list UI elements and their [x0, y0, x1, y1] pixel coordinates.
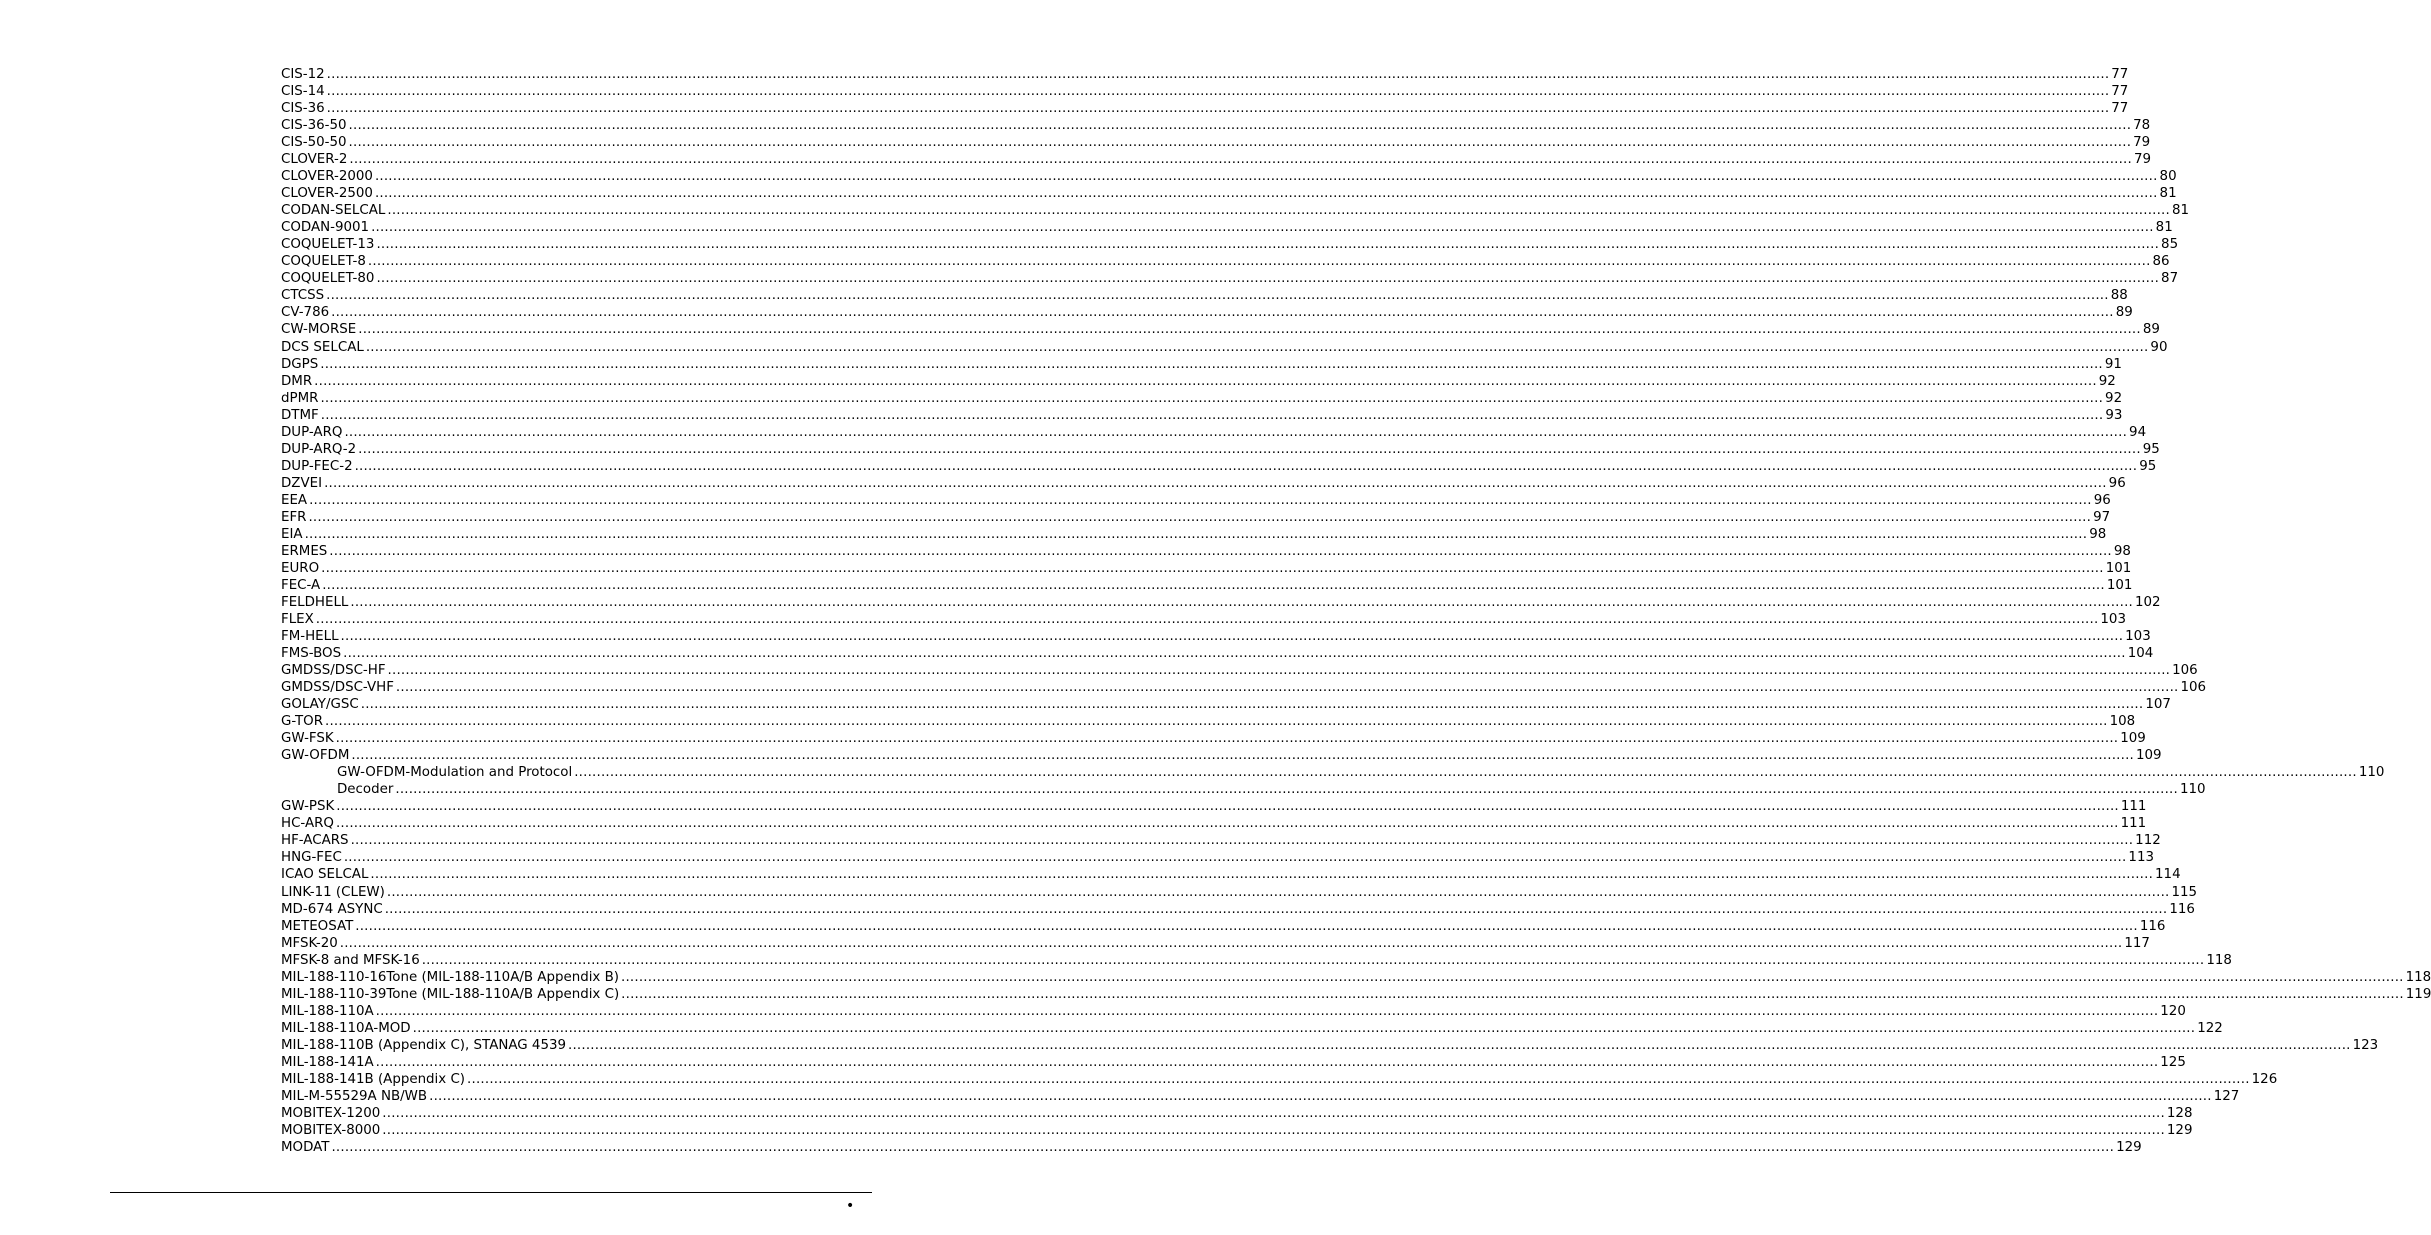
toc-entry-page: 104 — [2127, 646, 2154, 662]
toc-entry[interactable] — [281, 628, 2151, 645]
toc-entry-page: 108 — [2109, 714, 2136, 730]
toc-entry-label: EEA — [281, 492, 308, 508]
toc-entry-page: 86 — [2152, 254, 2170, 270]
toc-entry-label: MD-674 ASYNC — [281, 901, 383, 917]
toc-entry-label: COQUELET-80 — [281, 271, 375, 287]
toc-leader-dots: ................................................................................................................................................................................................................................................................................................................................................................................................................ — [467, 1071, 2250, 1087]
footer-divider — [110, 1192, 872, 1193]
toc-entry[interactable] — [281, 679, 2207, 696]
toc-entry-label: MOBITEX-8000 — [281, 1122, 381, 1138]
toc-entry-label: DMR — [281, 373, 313, 389]
toc-entry-page: 115 — [2171, 884, 2198, 900]
toc-entry-page: 93 — [2105, 407, 2123, 423]
toc-entry-label: CLOVER-2500 — [281, 186, 373, 202]
toc-entry[interactable] — [281, 577, 2133, 594]
toc-entry-label: GW-OFDM-Modulation and Protocol — [337, 765, 573, 781]
toc-entry-label: FLEX — [281, 612, 314, 627]
toc-entry-label: CLOVER-2000 — [281, 169, 373, 185]
toc-leader-dots: ................................................................................................................................................................................................................................................................................................................................................................................................................ — [348, 135, 2132, 151]
toc-leader-dots: ................................................................................................................................................................................................................................................................................................................................................................................................................ — [320, 356, 2103, 372]
toc-leader-dots: ................................................................................................................................................................................................................................................................................................................................................................................................................ — [350, 833, 2134, 849]
toc-entry[interactable] — [281, 884, 2198, 901]
toc-leader-dots: ................................................................................................................................................................................................................................................................................................................................................................................................................ — [351, 748, 2134, 764]
toc-entry[interactable] — [281, 594, 2161, 611]
toc-entry-label: DCS SELCAL — [281, 339, 364, 355]
toc-entry-page: 81 — [2171, 203, 2190, 219]
toc-entry[interactable] — [281, 935, 2150, 952]
toc-leader-dots: ................................................................................................................................................................................................................................................................................................................................................................................................................ — [375, 1054, 2159, 1070]
toc-leader-dots: ................................................................................................................................................................................................................................................................................................................................................................................................................ — [320, 390, 2104, 406]
toc-entry[interactable] — [281, 1071, 2278, 1088]
toc-leader-dots: ................................................................................................................................................................................................................................................................................................................................................................................................................ — [355, 918, 2138, 934]
toc-entry-page: 78 — [2133, 118, 2151, 134]
toc-entry-label: METEOSAT — [281, 918, 354, 934]
toc-entry-label: EFR — [281, 509, 307, 525]
toc-entry[interactable] — [281, 356, 2122, 373]
toc-entry-page: 112 — [2135, 833, 2161, 849]
toc-entry-page: 127 — [2213, 1088, 2240, 1104]
toc-entry[interactable] — [281, 458, 2157, 475]
toc-entry-page: 81 — [2159, 186, 2177, 202]
toc-entry-label: MOBITEX-1200 — [281, 1105, 381, 1121]
toc-leader-dots: ................................................................................................................................................................................................................................................................................................................................................................................................................ — [395, 782, 2178, 798]
toc-entry-page: 85 — [2161, 237, 2179, 253]
toc-leader-dots: ................................................................................................................................................................................................................................................................................................................................................................................................................ — [376, 271, 2160, 287]
toc-entry-label: CIS-14 — [281, 84, 325, 100]
toc-entry-label: G-TOR — [281, 714, 324, 730]
toc-leader-dots: ................................................................................................................................................................................................................................................................................................................................................................................................................ — [421, 952, 2205, 968]
toc-entry-label: COQUELET-8 — [281, 254, 366, 270]
toc-leader-dots: ................................................................................................................................................................................................................................................................................................................................................................................................................ — [340, 629, 2124, 645]
toc-entry[interactable] — [281, 83, 2129, 100]
toc-entry-label: DTMF — [281, 407, 319, 423]
toc-leader-dots: ................................................................................................................................................................................................................................................................................................................................................................................................................ — [382, 1122, 2165, 1138]
toc-entry[interactable] — [281, 1139, 2142, 1156]
toc-entry-page: 110 — [2358, 765, 2385, 781]
toc-leader-dots: ................................................................................................................................................................................................................................................................................................................................................................................................................ — [331, 305, 2114, 321]
toc-leader-dots: ................................................................................................................................................................................................................................................................................................................................................................................................................ — [412, 1020, 2196, 1036]
toc-entry[interactable] — [281, 475, 2126, 492]
toc-leader-dots: ................................................................................................................................................................................................................................................................................................................................................................................................................ — [365, 339, 2149, 355]
toc-leader-dots: ................................................................................................................................................................................................................................................................................................................................................................................................................ — [343, 646, 2126, 662]
toc-entry-label: MFSK-20 — [281, 935, 338, 951]
toc-entry[interactable] — [281, 270, 2179, 287]
toc-entry-label: CODAN-9001 — [281, 220, 370, 236]
toc-entry[interactable] — [281, 1037, 2379, 1054]
toc-entry[interactable] — [281, 390, 2123, 407]
toc-entry-page: 119 — [2405, 986, 2431, 1002]
toc-entry[interactable] — [281, 1054, 2186, 1071]
toc-leader-dots: ................................................................................................................................................................................................................................................................................................................................................................................................................ — [326, 67, 2110, 82]
toc-entry-label: HF-ACARS — [281, 833, 349, 849]
toc-entry-page: 103 — [2100, 612, 2126, 627]
toc-entry[interactable] — [281, 526, 2107, 543]
toc-entry-page: 94 — [2129, 424, 2147, 440]
toc-leader-dots: ................................................................................................................................................................................................................................................................................................................................................................................................................ — [336, 799, 2119, 815]
toc-leader-dots: ................................................................................................................................................................................................................................................................................................................................................................................................................ — [384, 901, 2168, 917]
toc-entry-label: FMS-BOS — [281, 646, 342, 662]
toc-entry[interactable] — [281, 424, 2147, 441]
toc-entry-page: 125 — [2160, 1054, 2186, 1070]
toc-entry-label: CIS-12 — [281, 67, 325, 82]
toc-leader-dots: ................................................................................................................................................................................................................................................................................................................................................................................................................ — [387, 203, 2170, 219]
toc-leader-dots: ................................................................................................................................................................................................................................................................................................................................................................................................................ — [339, 935, 2123, 951]
toc-leader-dots: ................................................................................................................................................................................................................................................................................................................................................................................................................ — [387, 663, 2171, 679]
toc-entry-label: DUP-ARQ — [281, 424, 343, 440]
toc-entry-page: 90 — [2150, 339, 2168, 355]
toc-entry-page: 110 — [2179, 782, 2206, 798]
toc-leader-dots: ................................................................................................................................................................................................................................................................................................................................................................................................................ — [370, 867, 2154, 883]
toc-entry-label: ICAO SELCAL — [281, 867, 369, 883]
toc-leader-dots: ................................................................................................................................................................................................................................................................................................................................................................................................................ — [326, 84, 2110, 100]
toc-leader-dots: ................................................................................................................................................................................................................................................................................................................................................................................................................ — [360, 697, 2144, 713]
toc-entry[interactable] — [281, 798, 2147, 815]
toc-leader-dots: ................................................................................................................................................................................................................................................................................................................................................................................................................ — [348, 118, 2132, 134]
toc-entry[interactable] — [281, 952, 2232, 969]
toc-leader-dots: ................................................................................................................................................................................................................................................................................................................................................................................................................ — [374, 169, 2158, 185]
toc-entry-page: 102 — [2135, 594, 2161, 610]
toc-entry[interactable] — [281, 151, 2152, 168]
toc-entry-page: 123 — [2352, 1037, 2379, 1053]
toc-entry-label: CIS-36 — [281, 101, 325, 117]
toc-entry-page: 122 — [2197, 1020, 2223, 1036]
toc-entry-label: GW-FSK — [281, 731, 334, 747]
toc-entry[interactable] — [281, 815, 2147, 832]
toc-leader-dots: ................................................................................................................................................................................................................................................................................................................................................................................................................ — [335, 731, 2119, 747]
toc-entry-page: 101 — [2106, 577, 2133, 593]
toc-entry[interactable] — [281, 645, 2154, 662]
toc-leader-dots: ................................................................................................................................................................................................................................................................................................................................................................................................................ — [358, 441, 2141, 457]
toc-entry-label: DGPS — [281, 356, 319, 372]
toc-entry-page: 111 — [2120, 799, 2147, 815]
toc-entry-page: 79 — [2133, 135, 2151, 151]
toc-entry[interactable] — [281, 1122, 2193, 1139]
toc-leader-dots: ................................................................................................................................................................................................................................................................................................................................................................................................................ — [386, 884, 2170, 900]
toc-entry[interactable] — [281, 492, 2111, 509]
toc-entry[interactable] — [281, 117, 2151, 134]
toc-entry[interactable] — [281, 339, 2168, 356]
toc-entry-label: Decoder — [337, 782, 394, 798]
toc-entry-page: 96 — [2108, 475, 2126, 491]
toc-entry-page: 106 — [2180, 680, 2207, 696]
toc-leader-dots: ................................................................................................................................................................................................................................................................................................................................................................................................................ — [343, 850, 2127, 866]
toc-entry-label: GMDSS/DSC-HF — [281, 663, 386, 679]
toc-entry[interactable] — [281, 866, 2181, 883]
toc-entry-page: 103 — [2125, 629, 2151, 645]
toc-leader-dots: ................................................................................................................................................................................................................................................................................................................................................................................................................ — [320, 407, 2104, 423]
toc-entry[interactable] — [281, 747, 2162, 764]
toc-leader-dots: ................................................................................................................................................................................................................................................................................................................................................................................................................ — [344, 424, 2128, 440]
toc-entry-label: MIL-188-141B (Appendix C) — [281, 1071, 466, 1087]
toc-leader-dots: ................................................................................................................................................................................................................................................................................................................................................................................................................ — [322, 577, 2105, 593]
footer-bullet: • — [846, 1198, 855, 1214]
toc-entry-label: CIS-50-50 — [281, 135, 347, 151]
toc-entry-page: 116 — [2139, 918, 2166, 934]
toc-entry[interactable] — [281, 986, 2431, 1003]
toc-entry-page: 77 — [2111, 67, 2129, 82]
toc-entry[interactable] — [281, 849, 2154, 866]
toc-leader-dots: ................................................................................................................................................................................................................................................................................................................................................................................................................ — [350, 594, 2133, 610]
toc-leader-dots: ................................................................................................................................................................................................................................................................................................................................................................................................................ — [325, 714, 2108, 730]
toc-entry-label: COQUELET-13 — [281, 237, 375, 253]
toc-entry-page: 95 — [2142, 441, 2160, 457]
toc-entry-label: FELDHELL — [281, 594, 349, 610]
toc-entry-page: 126 — [2251, 1071, 2278, 1087]
toc-entry-label: MODAT — [281, 1139, 330, 1155]
toc-leader-dots: ................................................................................................................................................................................................................................................................................................................................................................................................................ — [354, 458, 2138, 474]
toc-entry-label: CIS-36-50 — [281, 118, 347, 134]
toc-entry[interactable] — [281, 509, 2111, 526]
toc-entry[interactable] — [281, 969, 2431, 986]
toc-entry[interactable] — [281, 66, 2129, 83]
table-of-contents — [281, 66, 2431, 1156]
toc-entry[interactable] — [281, 543, 2131, 560]
toc-entry[interactable] — [281, 560, 2132, 577]
toc-entry[interactable] — [281, 219, 2173, 236]
toc-leader-dots: ................................................................................................................................................................................................................................................................................................................................................................................................................ — [308, 509, 2092, 525]
toc-entry-label: EIA — [281, 526, 303, 542]
toc-leader-dots: ................................................................................................................................................................................................................................................................................................................................................................................................................ — [315, 612, 2099, 627]
toc-entry-page: 89 — [2115, 305, 2133, 321]
toc-entry-page: 79 — [2133, 152, 2152, 168]
toc-entry-page: 87 — [2161, 271, 2179, 287]
toc-entry-page: 109 — [2120, 731, 2146, 747]
toc-entry[interactable] — [281, 100, 2129, 117]
toc-entry-page: 129 — [2116, 1139, 2142, 1155]
toc-leader-dots: ................................................................................................................................................................................................................................................................................................................................................................................................................ — [382, 1105, 2165, 1121]
toc-entry-label: GMDSS/DSC-VHF — [281, 680, 394, 696]
toc-entry[interactable] — [281, 1020, 2223, 1037]
toc-entry-label: CLOVER-2 — [281, 152, 348, 168]
toc-entry-page: 118 — [2405, 969, 2431, 985]
toc-entry[interactable] — [281, 764, 2385, 781]
toc-entry-label: CODAN-SELCAL — [281, 203, 386, 219]
toc-entry-page: 109 — [2136, 748, 2162, 764]
toc-entry[interactable] — [281, 730, 2146, 747]
toc-leader-dots: ................................................................................................................................................................................................................................................................................................................................................................................................................ — [304, 526, 2088, 542]
toc-leader-dots: ................................................................................................................................................................................................................................................................................................................................................................................................................ — [349, 152, 2132, 168]
toc-entry-page: 116 — [2169, 901, 2195, 917]
toc-entry-page: 129 — [2166, 1122, 2193, 1138]
toc-leader-dots: ................................................................................................................................................................................................................................................................................................................................................................................................................ — [326, 101, 2110, 117]
toc-entry-label: MIL-188-110-39Tone (MIL-188-110A/B Appendix C) — [281, 986, 620, 1002]
toc-entry-label: CV-786 — [281, 305, 330, 321]
toc-entry[interactable] — [281, 611, 2126, 628]
toc-entry-label: FM-HELL — [281, 629, 339, 645]
toc-entry[interactable] — [281, 304, 2133, 321]
toc-leader-dots: ................................................................................................................................................................................................................................................................................................................................................................................................................ — [324, 475, 2107, 491]
toc-entry-label: EURO — [281, 560, 320, 576]
toc-leader-dots: ................................................................................................................................................................................................................................................................................................................................................................................................................ — [375, 1003, 2159, 1019]
toc-leader-dots: ................................................................................................................................................................................................................................................................................................................................................................................................................ — [314, 373, 2097, 389]
toc-entry[interactable] — [281, 287, 2128, 304]
toc-entry-label: GW-PSK — [281, 799, 335, 815]
toc-entry[interactable] — [281, 901, 2195, 918]
toc-entry-page: 98 — [2113, 543, 2131, 559]
toc-entry[interactable] — [281, 236, 2179, 253]
toc-entry-page: 97 — [2093, 509, 2111, 525]
toc-entry-page: 77 — [2111, 101, 2129, 117]
toc-entry-page: 98 — [2089, 526, 2107, 542]
toc-entry-label: ERMES — [281, 543, 328, 559]
toc-entry-label: MIL-188-141A — [281, 1054, 374, 1070]
toc-entry[interactable] — [281, 441, 2160, 458]
toc-entry[interactable] — [281, 253, 2170, 270]
toc-leader-dots: ................................................................................................................................................................................................................................................................................................................................................................................................................ — [574, 765, 2357, 781]
toc-leader-dots: ................................................................................................................................................................................................................................................................................................................................................................................................................ — [376, 237, 2160, 253]
toc-entry-label: CTCSS — [281, 288, 325, 304]
toc-entry-label: HC-ARQ — [281, 816, 334, 832]
toc-leader-dots: ................................................................................................................................................................................................................................................................................................................................................................................................................ — [331, 1139, 2115, 1155]
toc-entry-label: MIL-188-110A-MOD — [281, 1020, 411, 1036]
toc-leader-dots: ................................................................................................................................................................................................................................................................................................................................................................................................................ — [429, 1088, 2212, 1104]
toc-entry-label: DZVEI — [281, 475, 323, 491]
toc-entry-label: MIL-188-110-16Tone (MIL-188-110A/B Appendix B) — [281, 969, 620, 985]
toc-leader-dots: ................................................................................................................................................................................................................................................................................................................................................................................................................ — [358, 322, 2141, 338]
toc-entry-page: 80 — [2159, 169, 2177, 185]
toc-leader-dots: ................................................................................................................................................................................................................................................................................................................................................................................................................ — [568, 1037, 2351, 1053]
toc-entry-label: MIL-M-55529A NB/WB — [281, 1088, 428, 1104]
toc-entry-label: MFSK-8 and MFSK-16 — [281, 952, 420, 968]
toc-entry-page: 106 — [2172, 663, 2198, 679]
toc-entry[interactable] — [281, 185, 2177, 202]
toc-entry-page: 128 — [2166, 1105, 2193, 1121]
toc-entry[interactable] — [281, 407, 2123, 424]
toc-entry-page: 95 — [2139, 458, 2157, 474]
toc-entry-page: 113 — [2128, 850, 2154, 866]
toc-entry-page: 96 — [2093, 492, 2111, 508]
toc-entry-label: GOLAY/GSC — [281, 697, 359, 713]
toc-entry[interactable] — [281, 832, 2161, 849]
toc-entry[interactable] — [281, 202, 2190, 219]
toc-entry-label: HNG-FEC — [281, 850, 342, 866]
toc-entry[interactable] — [281, 373, 2116, 390]
toc-entry-page: 89 — [2142, 322, 2160, 338]
toc-entry-label: CW-MORSE — [281, 322, 357, 338]
toc-leader-dots: ................................................................................................................................................................................................................................................................................................................................................................................................................ — [309, 492, 2092, 508]
toc-leader-dots: ................................................................................................................................................................................................................................................................................................................................................................................................................ — [321, 560, 2104, 576]
toc-entry-label: dPMR — [281, 390, 319, 406]
toc-entry-page: 101 — [2105, 560, 2132, 576]
toc-entry-page: 92 — [2098, 373, 2116, 389]
toc-leader-dots: ................................................................................................................................................................................................................................................................................................................................................................................................................ — [621, 986, 2404, 1002]
toc-entry-label: FEC-A — [281, 577, 321, 593]
toc-entry-page: 114 — [2155, 867, 2181, 883]
toc-entry-page: 117 — [2124, 935, 2150, 951]
toc-entry-label: GW-OFDM — [281, 748, 350, 764]
toc-entry-page: 88 — [2110, 288, 2128, 304]
toc-leader-dots: ................................................................................................................................................................................................................................................................................................................................................................................................................ — [374, 186, 2158, 202]
toc-entry[interactable] — [281, 1003, 2186, 1020]
toc-entry[interactable] — [281, 134, 2151, 151]
toc-leader-dots: ................................................................................................................................................................................................................................................................................................................................................................................................................ — [395, 680, 2179, 696]
toc-entry[interactable] — [281, 781, 2206, 798]
toc-entry-page: 77 — [2111, 84, 2129, 100]
toc-entry-label: DUP-ARQ-2 — [281, 441, 357, 457]
toc-entry[interactable] — [281, 168, 2177, 185]
toc-entry-page: 92 — [2105, 390, 2123, 406]
toc-entry[interactable] — [281, 696, 2171, 713]
toc-entry[interactable] — [281, 1105, 2193, 1122]
toc-leader-dots: ................................................................................................................................................................................................................................................................................................................................................................................................................ — [335, 816, 2119, 832]
toc-entry[interactable] — [281, 321, 2160, 338]
toc-entry-page: 111 — [2120, 816, 2147, 832]
toc-entry-label: MIL-188-110A — [281, 1003, 374, 1019]
toc-entry-page: 120 — [2160, 1003, 2186, 1019]
toc-leader-dots: ................................................................................................................................................................................................................................................................................................................................................................................................................ — [371, 220, 2154, 236]
toc-entry-page: 81 — [2155, 220, 2173, 236]
toc-entry[interactable] — [281, 1088, 2240, 1105]
toc-leader-dots: ................................................................................................................................................................................................................................................................................................................................................................................................................ — [326, 288, 2109, 304]
toc-entry[interactable] — [281, 662, 2198, 679]
toc-leader-dots: ................................................................................................................................................................................................................................................................................................................................................................................................................ — [367, 254, 2151, 270]
toc-leader-dots: ................................................................................................................................................................................................................................................................................................................................................................................................................ — [329, 543, 2112, 559]
toc-entry[interactable] — [281, 918, 2166, 935]
toc-entry-page: 118 — [2206, 952, 2232, 968]
toc-entry-page: 107 — [2145, 697, 2171, 713]
toc-entry-page: 91 — [2104, 356, 2122, 372]
toc-entry-label: LINK-11 (CLEW) — [281, 884, 385, 900]
toc-leader-dots: ................................................................................................................................................................................................................................................................................................................................................................................................................ — [621, 969, 2404, 985]
toc-entry-label: MIL-188-110B (Appendix C), STANAG 4539 — [281, 1037, 567, 1053]
toc-entry[interactable] — [281, 713, 2136, 730]
toc-entry-label: DUP-FEC-2 — [281, 458, 353, 474]
